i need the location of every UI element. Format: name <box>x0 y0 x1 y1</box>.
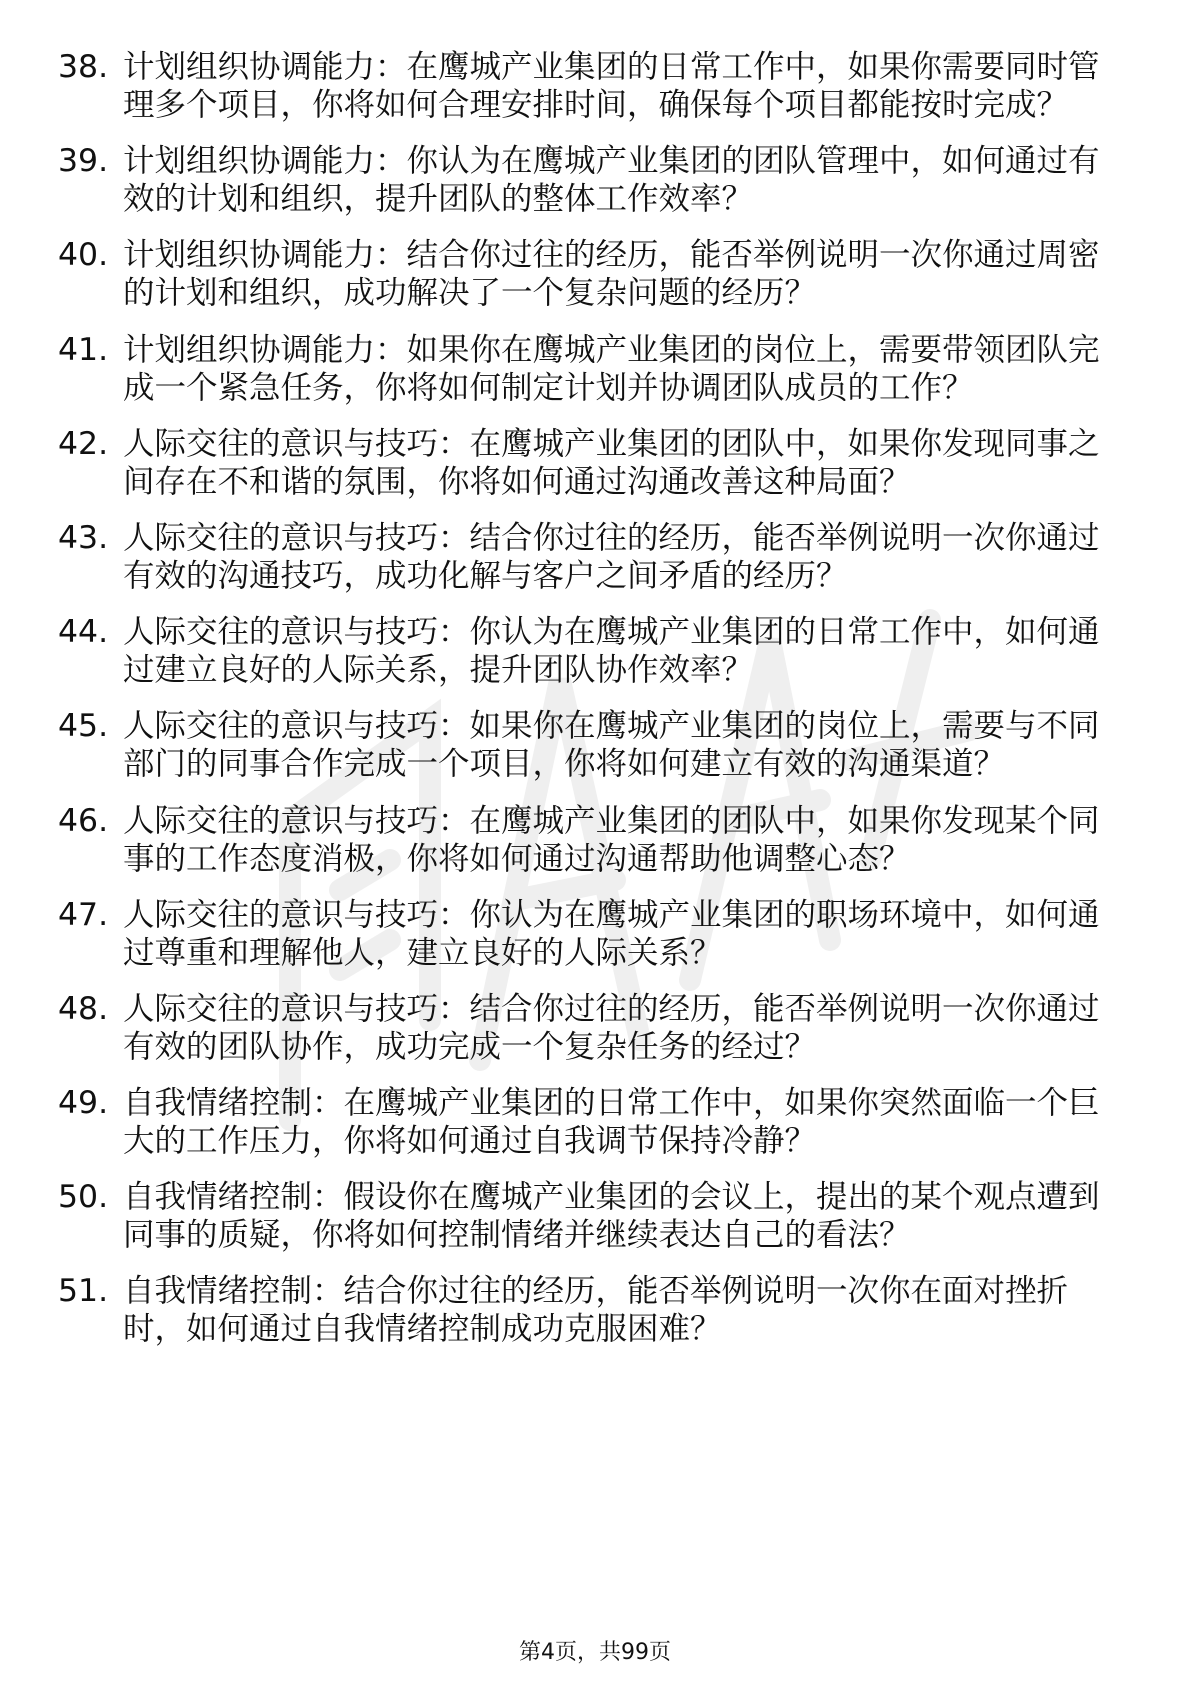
question-item <box>58 331 1108 407</box>
question-item <box>58 1178 1108 1254</box>
page-footer: 第4页，共99页 <box>519 1640 671 1665</box>
question-number: 39. <box>58 143 109 180</box>
question-number: 51. <box>58 1273 109 1310</box>
question-item <box>58 802 1108 878</box>
question-item <box>58 896 1108 972</box>
question-text: 计划组织协调能力：如果你在鹰城产业集团的岗位上，需要带领团队完成一个紧急任务，你将如何制定计划并协调团队成员的工作？ <box>123 331 1100 406</box>
question-number: 48. <box>58 990 109 1027</box>
question-text: 自我情绪控制：结合你过往的经历，能否举例说明一次你在面对挫折时，如何通过自我情绪控制成功克服困难？ <box>123 1273 1069 1348</box>
question-number: 46. <box>58 802 109 839</box>
question-number: 45. <box>58 708 109 745</box>
question-number: 44. <box>58 614 109 651</box>
question-number: 42. <box>58 425 109 462</box>
question-text: 自我情绪控制：假设你在鹰城产业集团的会议上，提出的某个观点遭到同事的质疑，你将如何控制情绪并继续表达自己的看法？ <box>123 1179 1100 1254</box>
question-text: 人际交往的意识与技巧：如果你在鹰城产业集团的岗位上，需要与不同部门的同事合作完成一个项目，你将如何建立有效的沟通渠道？ <box>123 708 1100 783</box>
question-item <box>58 519 1108 595</box>
question-text: 人际交往的意识与技巧：结合你过往的经历，能否举例说明一次你通过有效的团队协作，成功完成一个复杂任务的经过？ <box>123 990 1100 1065</box>
question-number: 41. <box>58 331 109 368</box>
question-list <box>58 48 1108 1367</box>
question-text: 自我情绪控制：在鹰城产业集团的日常工作中，如果你突然面临一个巨大的工作压力，你将如何通过自我调节保持冷静？ <box>123 1085 1100 1160</box>
question-item <box>58 707 1108 783</box>
question-item <box>58 613 1108 689</box>
question-number: 50. <box>58 1179 109 1216</box>
question-text: 计划组织协调能力：在鹰城产业集团的日常工作中，如果你需要同时管理多个项目，你将如何合理安排时间，确保每个项目都能按时完成？ <box>123 49 1100 123</box>
question-item <box>58 48 1108 124</box>
question-text: 人际交往的意识与技巧：在鹰城产业集团的团队中，如果你发现某个同事的工作态度消极，你将如何通过沟通帮助他调整心态？ <box>123 802 1100 877</box>
question-number: 49. <box>58 1085 109 1122</box>
question-item <box>58 990 1108 1066</box>
question-text: 计划组织协调能力：你认为在鹰城产业集团的团队管理中，如何通过有效的计划和组织，提升团队的整体工作效率？ <box>123 143 1100 218</box>
question-text: 人际交往的意识与技巧：你认为在鹰城产业集团的职场环境中，如何通过尊重和理解他人，建立良好的人际关系？ <box>123 896 1100 971</box>
question-item <box>58 1084 1108 1160</box>
question-text: 人际交往的意识与技巧：你认为在鹰城产业集团的日常工作中，如何通过建立良好的人际关系，提升团队协作效率？ <box>123 614 1100 689</box>
question-item <box>58 142 1108 218</box>
question-item <box>58 236 1108 312</box>
question-item <box>58 425 1108 501</box>
question-number: 43. <box>58 519 109 556</box>
question-number: 40. <box>58 237 109 274</box>
question-text: 计划组织协调能力：结合你过往的经历，能否举例说明一次你通过周密的计划和组织，成功解决了一个复杂问题的经历？ <box>123 237 1100 312</box>
question-item <box>58 1272 1108 1348</box>
question-number: 38. <box>58 49 109 85</box>
question-text: 人际交往的意识与技巧：在鹰城产业集团的团队中，如果你发现同事之间存在不和谐的氛围，你将如何通过沟通改善这种局面？ <box>123 425 1100 500</box>
question-number: 47. <box>58 896 109 933</box>
question-text: 人际交往的意识与技巧：结合你过往的经历，能否举例说明一次你通过有效的沟通技巧，成功化解与客户之间矛盾的经历？ <box>123 519 1100 594</box>
